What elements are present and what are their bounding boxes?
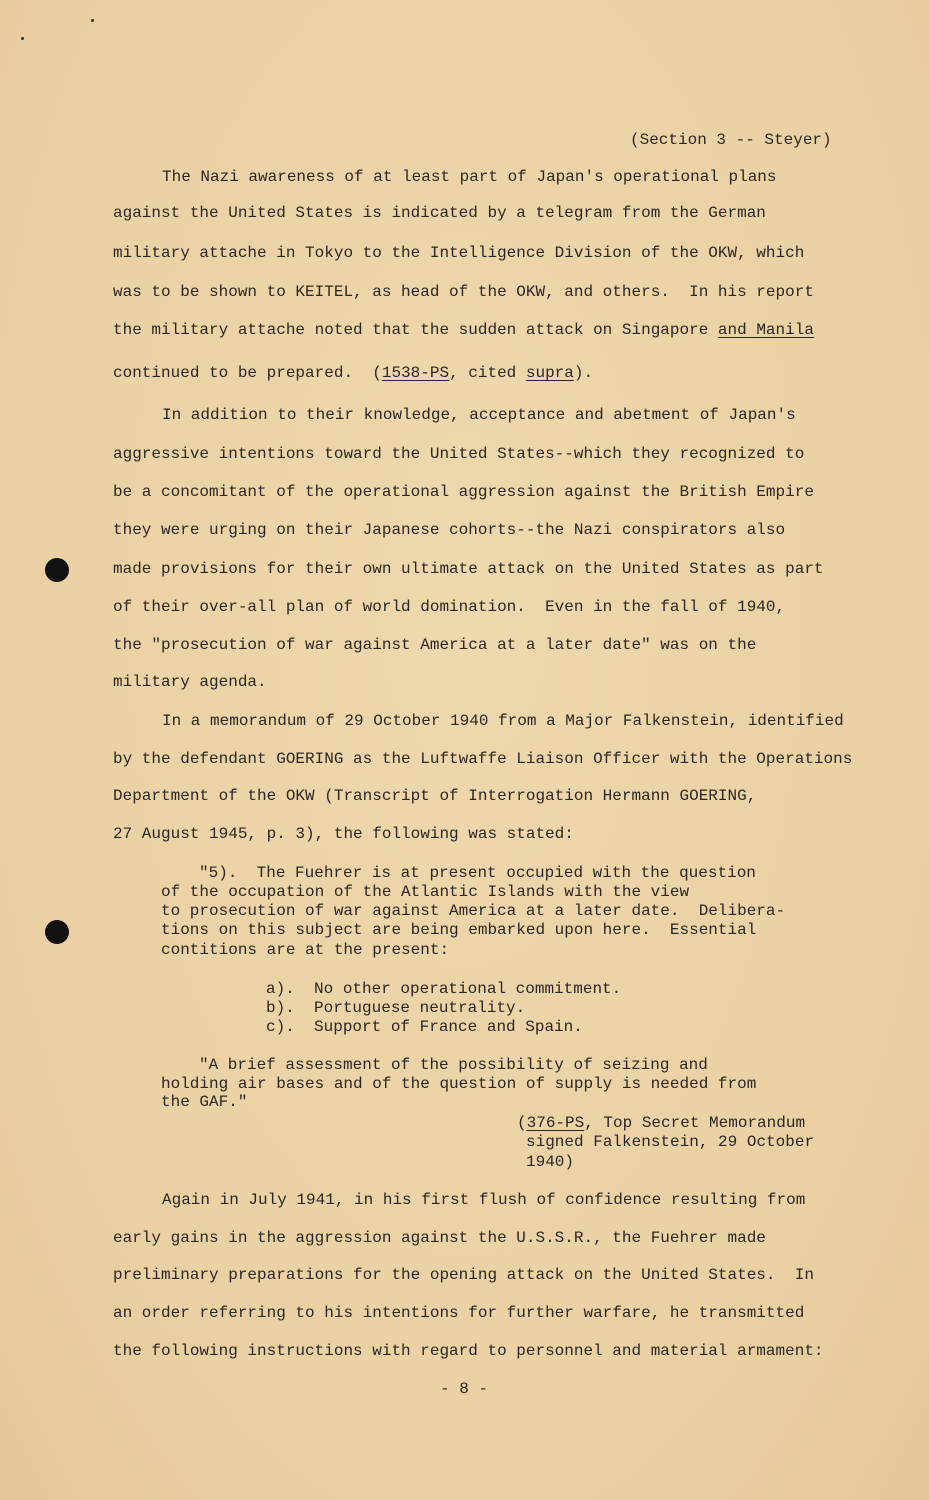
text-segment: to prosecution of war against America at a later date. Delibera- [161,902,786,920]
text-line [113,598,785,616]
text-segment: The Nazi awareness of at least part of Japan's operational plans [162,168,777,186]
text-segment: , Top Secret Memorandum [584,1114,806,1132]
text-line [113,521,785,539]
text-segment: "A brief assessment of the possibility of seizing and [199,1056,708,1074]
text-segment: holding air bases and of the question of supply is needed from [161,1075,757,1093]
speck [91,19,94,22]
text-segment: 27 August 1945, p. 3), the following was stated: [113,825,574,843]
text-segment: c). Support of France and Spain. [266,1018,583,1036]
text-segment: the "prosecution of war against America at a later date" was on the [113,636,757,654]
underlined-text: 1538-PS [381,364,450,382]
text-segment: against the United States is indicated by a telegram from the German [113,204,766,222]
text-segment: "5). The Fuehrer is at present occupied with the question [199,864,756,882]
text-segment: be a concomitant of the operational aggression against the British Empire [113,483,814,501]
text-line [113,1266,814,1284]
text-line [517,1114,805,1132]
text-segment: signed Falkenstein, 29 October [526,1133,815,1151]
text-segment: 1940) [526,1153,575,1171]
text-line [526,1153,574,1171]
text-segment: made provisions for their own ultimate attack on the United States as part [113,560,824,578]
text-line [266,980,621,998]
text-segment: military agenda. [113,673,267,691]
text-segment: they were urging on their Japanese cohorts--the Nazi conspirators also [113,521,786,539]
text-segment: tions on this subject are being embarked upon here. Essential [161,921,757,939]
text-segment: the GAF." [161,1093,248,1111]
text-segment: , cited [449,364,526,382]
text-line [113,321,814,339]
section-header [630,131,832,149]
text-segment: the military attache noted that the sudden attack on Singapore [113,321,718,339]
underlined-text: and Manila [717,321,814,339]
text-line [113,204,766,222]
text-line [113,673,267,691]
text-segment: In a memorandum of 29 October 1940 from a Major Falkenstein, identified [162,712,844,730]
underlined-text: 376-PS [526,1114,585,1132]
text-segment: contitions are at the present: [161,941,450,959]
text-line [162,406,796,424]
text-line [161,883,689,901]
text-line [162,1191,805,1209]
text-line [113,636,756,654]
text-line [113,283,814,301]
text-line [113,1342,824,1360]
text-segment: Department of the OKW (Transcript of Interrogation Hermann GOERING, [113,787,757,805]
text-segment: Again in July 1941, in his first flush of confidence resulting from [162,1191,806,1209]
text-segment: early gains in the aggression against the U.S.S.R., the Fuehrer made [113,1229,766,1247]
text-line [113,244,804,262]
text-line [113,364,593,382]
text-line [161,941,449,959]
text-line [113,750,852,768]
text-segment: In addition to their knowledge, acceptance and abetment of Japan's [162,406,796,424]
speck [21,37,24,40]
punch-hole [45,558,69,582]
text-line [161,902,785,920]
text-line [162,168,777,186]
text-segment: military attache in Tokyo to the Intelligence Division of the OKW, which [113,244,805,262]
text-segment: b). Portuguese neutrality. [266,999,526,1017]
text-segment: by the defendant GOERING as the Luftwaffe Liaison Officer with the Operations [113,750,853,768]
text-segment: of the occupation of the Atlantic Islands with the view [161,883,690,901]
text-line [266,1018,583,1036]
text-line [266,999,525,1017]
text-line [113,445,804,463]
text-segment: was to be shown to KEITEL, as head of the OKW, and others. In his report [113,283,814,301]
text-line [113,1304,804,1322]
punch-hole [45,920,69,944]
text-line [113,483,814,501]
text-line [161,1075,756,1093]
page-number [440,1380,488,1398]
text-segment: continued to be prepared. ( [113,364,382,382]
text-segment: preliminary preparations for the opening attack on the United States. In [113,1266,814,1284]
text-segment: of their over-all plan of world domination. Even in the fall of 1940, [113,598,786,616]
text-line [113,825,574,843]
text-segment: the following instructions with regard to personnel and material armament: [113,1342,824,1360]
text-segment: ( [517,1114,527,1132]
text-segment: aggressive intentions toward the United States--which they recognized to [113,445,805,463]
text-line [113,787,756,805]
text-segment: ). [573,364,594,382]
text-segment: a). No other operational commitment. [266,980,622,998]
text-segment: (Section 3 -- Steyer) [630,131,832,149]
text-line [199,864,756,882]
text-segment: - 8 - [440,1380,489,1398]
text-line [161,921,756,939]
text-line [526,1133,814,1151]
text-line [113,1229,766,1247]
text-line [199,1056,708,1074]
underlined-text: supra [525,364,574,382]
text-line [161,1093,247,1111]
text-line [162,712,844,730]
text-segment: an order referring to his intentions for further warfare, he transmitted [113,1304,805,1322]
text-line [113,560,824,578]
